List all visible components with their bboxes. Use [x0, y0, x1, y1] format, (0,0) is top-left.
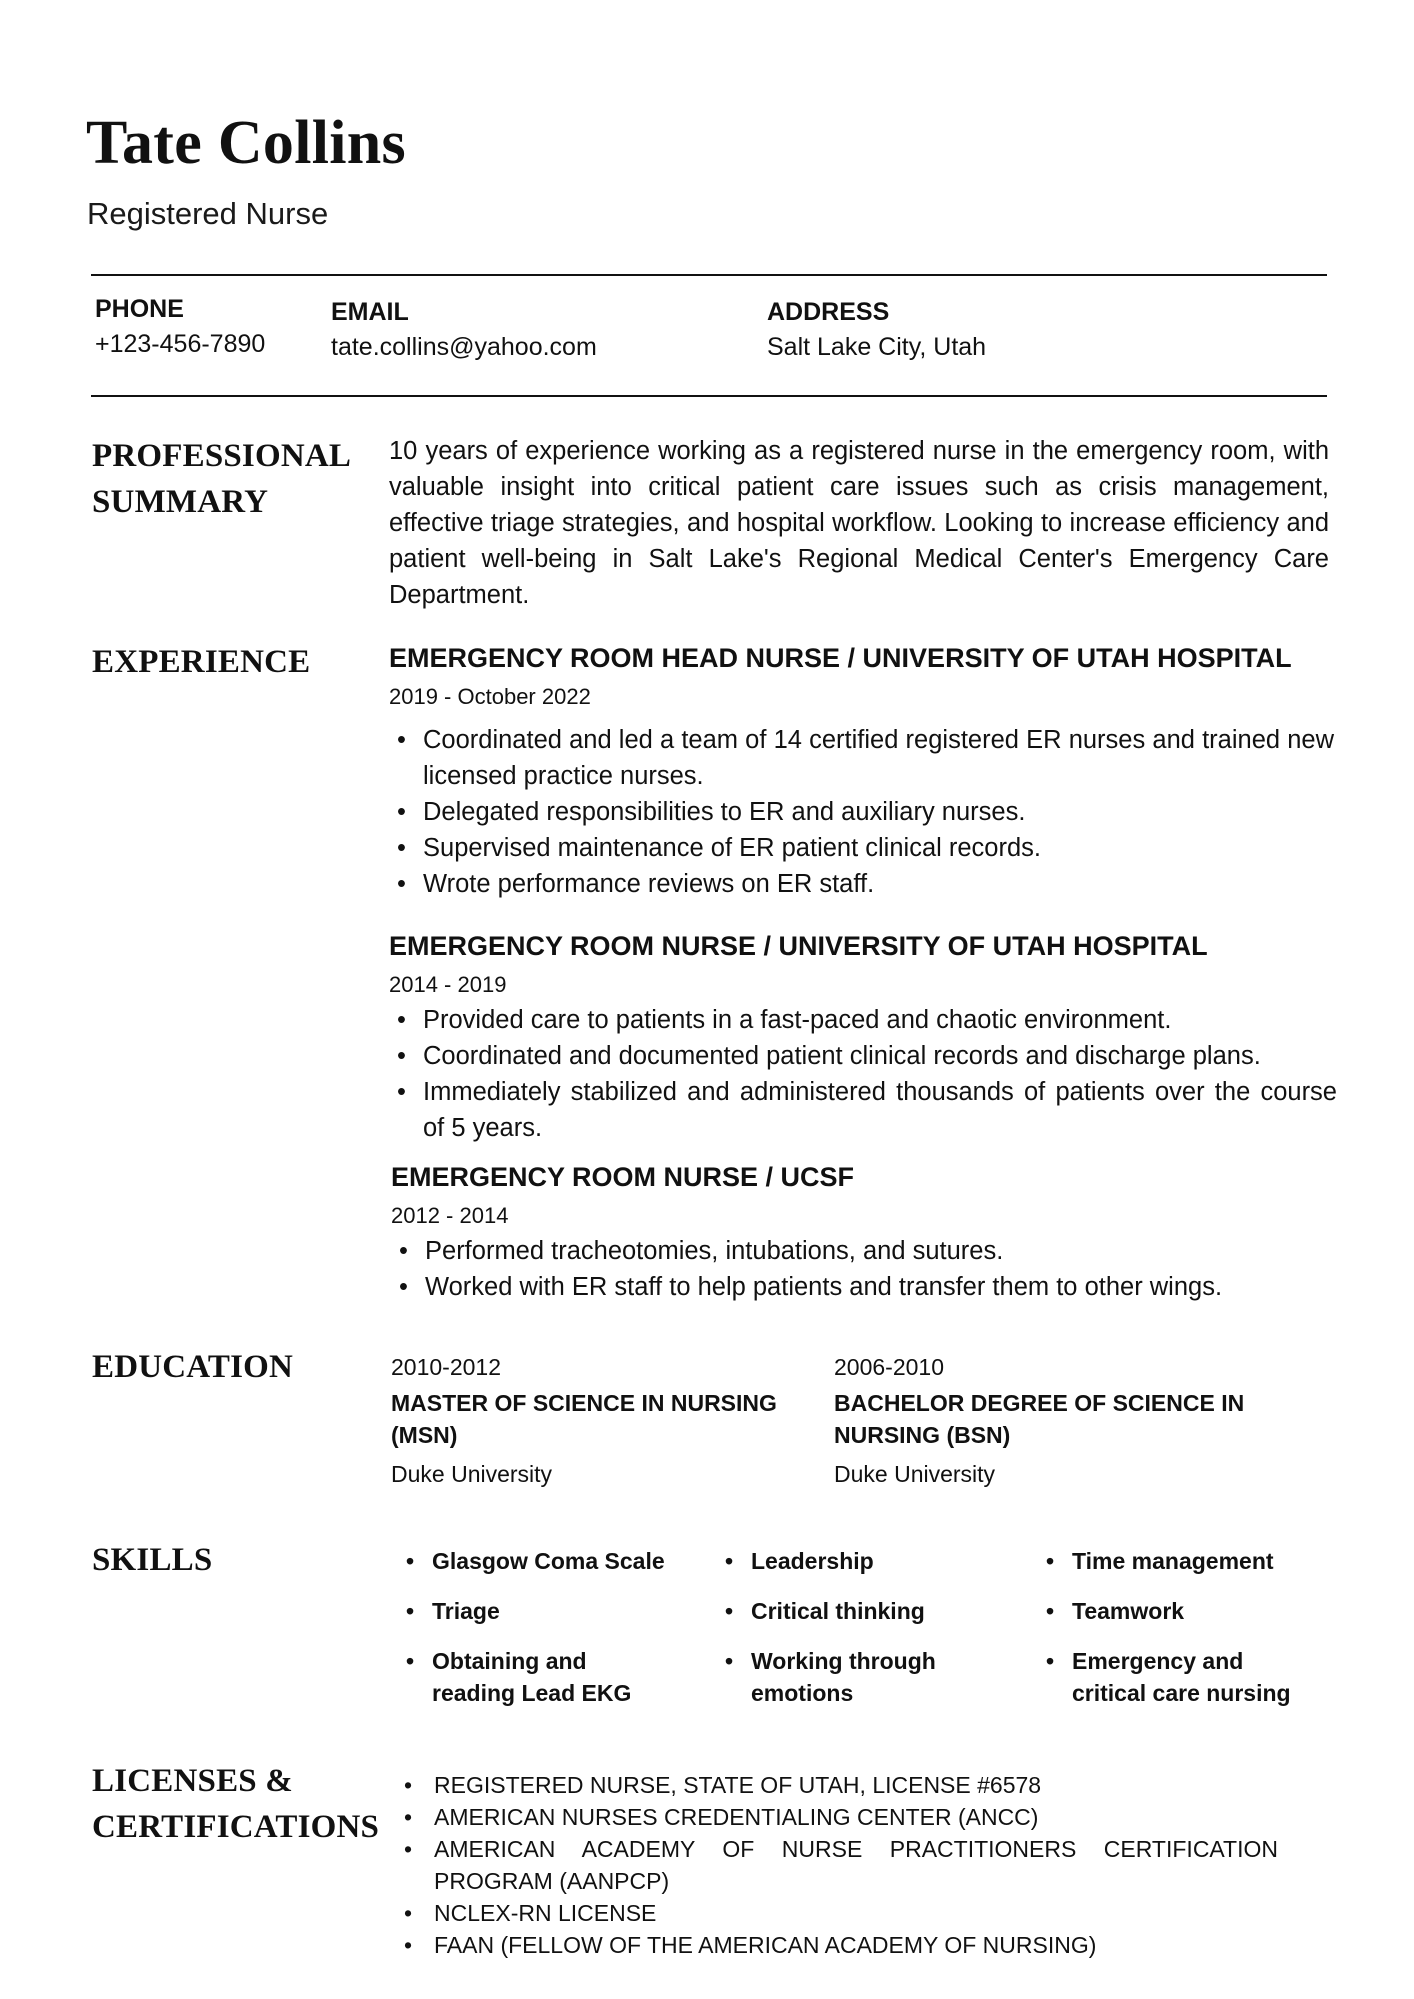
job-dates-2: 2014 - 2019	[389, 972, 507, 997]
skill-item	[1042, 1645, 1291, 1709]
phone-label: PHONE	[95, 295, 184, 323]
skill-text: Time management	[1072, 1548, 1274, 1574]
skill-item	[402, 1595, 500, 1627]
job-dates-1: 2019 - October 2022	[389, 684, 591, 709]
job-dates-3: 2012 - 2014	[391, 1203, 509, 1228]
degree-line: (MSN)	[391, 1422, 458, 1448]
contact-phone	[95, 295, 265, 359]
licenses-heading	[92, 1758, 379, 1850]
bullet-dot: •	[406, 1598, 415, 1624]
job-title-1: EMERGENCY ROOM HEAD NURSE / UNIVERSITY OF UTAH HOSPITAL	[389, 643, 1292, 673]
top-divider	[91, 274, 1327, 276]
job-title: Registered Nurse	[87, 196, 329, 231]
education-item	[834, 1354, 1254, 1488]
list-item: • Delegated responsibilities to ER and auxiliary nurses.	[389, 794, 1334, 830]
list-item: • Coordinated and documented patient clinical records and discharge plans.	[389, 1038, 1337, 1074]
address-label: ADDRESS	[767, 298, 890, 326]
job-bullets-3	[391, 1233, 1336, 1305]
summary-heading-line2: SUMMARY	[92, 484, 269, 520]
job-title-2: EMERGENCY ROOM NURSE / UNIVERSITY OF UTAH HOSPITAL	[389, 931, 1208, 961]
list-item: • Worked with ER staff to help patients and transfer them to other wings.	[391, 1269, 1336, 1305]
bullet-dot: •	[725, 1548, 734, 1574]
summary-heading-line1: PROFESSIONAL	[92, 438, 352, 474]
skill-text: critical care nursing	[1072, 1680, 1291, 1706]
candidate-name: Tate Collins	[86, 109, 406, 177]
list-item: • FAAN (FELLOW OF THE AMERICAN ACADEMY OF NURSING)	[398, 1929, 1278, 1961]
licenses-heading-line2: CERTIFICATIONS	[92, 1809, 380, 1845]
licenses-heading-line1: LICENSES &	[92, 1763, 293, 1799]
list-item: • REGISTERED NURSE, STATE OF UTAH, LICENSE #6578	[398, 1769, 1278, 1801]
job-title-3: EMERGENCY ROOM NURSE / UCSF	[391, 1162, 855, 1192]
list-item: • Immediately stabilized and administered thousands of patients over the course of 5 years.	[389, 1074, 1337, 1146]
education-years: 2010-2012	[391, 1354, 501, 1380]
contact-address	[767, 298, 986, 362]
education-school: Duke University	[834, 1461, 996, 1487]
job-entry	[391, 1162, 1336, 1305]
bullet-dot: •	[406, 1548, 415, 1574]
degree-line: NURSING (BSN)	[834, 1422, 1011, 1448]
skill-item	[1042, 1595, 1184, 1627]
degree-line: MASTER OF SCIENCE IN NURSING	[391, 1390, 777, 1416]
licenses-list	[398, 1769, 1278, 1961]
skill-item	[402, 1545, 665, 1577]
list-item: • NCLEX-RN LICENSE	[398, 1897, 1278, 1929]
bullet-dot: •	[725, 1648, 734, 1674]
address-value: Salt Lake City, Utah	[767, 333, 987, 361]
contact-email	[331, 298, 597, 362]
skill-text: Leadership	[751, 1548, 874, 1574]
experience-heading: EXPERIENCE	[92, 644, 311, 680]
email-label: EMAIL	[331, 298, 409, 326]
skill-text: Working through	[751, 1648, 936, 1674]
job-bullets-1	[389, 722, 1334, 902]
summary-heading	[92, 433, 351, 525]
list-item: • AMERICAN ACADEMY OF NURSE PRACTITIONERS CERTIFICATION PROGRAM (AANPCP)	[398, 1833, 1278, 1897]
education-degree	[391, 1387, 791, 1451]
skill-text: Triage	[432, 1598, 500, 1624]
skill-text: Obtaining and	[432, 1648, 587, 1674]
skill-item	[721, 1545, 874, 1577]
job-bullets-2	[389, 1002, 1337, 1146]
email-value: tate.collins@yahoo.com	[331, 333, 597, 361]
job-entry	[389, 643, 1334, 902]
job-entry	[389, 931, 1337, 1146]
list-item: • AMERICAN NURSES CREDENTIALING CENTER (ANCC)	[398, 1801, 1278, 1833]
bullet-dot: •	[725, 1598, 734, 1624]
skill-item	[1042, 1545, 1274, 1577]
degree-line: BACHELOR DEGREE OF SCIENCE IN	[834, 1390, 1245, 1416]
list-item: • Wrote performance reviews on ER staff.	[389, 866, 1334, 902]
bullet-dot: •	[1046, 1548, 1055, 1574]
skill-item	[721, 1645, 936, 1709]
list-item: • Coordinated and led a team of 14 certified registered ER nurses and trained new licensed practice nurses.	[389, 722, 1334, 794]
list-item: • Provided care to patients in a fast-paced and chaotic environment.	[389, 1002, 1337, 1038]
education-heading: EDUCATION	[92, 1349, 294, 1385]
skills-heading: SKILLS	[92, 1542, 213, 1578]
list-item: • Performed tracheotomies, intubations, and sutures.	[391, 1233, 1336, 1269]
list-item: • Supervised maintenance of ER patient clinical records.	[389, 830, 1334, 866]
bullet-dot: •	[1046, 1598, 1055, 1624]
skill-text: Teamwork	[1072, 1598, 1185, 1624]
skill-item	[402, 1645, 631, 1709]
education-degree	[834, 1387, 1254, 1451]
skill-item	[721, 1595, 925, 1627]
skill-text: Glasgow Coma Scale	[432, 1548, 665, 1574]
education-school: Duke University	[391, 1461, 553, 1487]
summary-text: 10 years of experience working as a registered nurse in the emergency room, with valuable insight into critical patient care issues such as crisis management, effective triage strategies, and hospital workflow. Looking to increase efficiency and patient well-being in Salt Lake's Regional Medical Center's Emergency Care Department.	[389, 437, 1329, 609]
education-item	[391, 1354, 791, 1488]
contact-divider	[91, 395, 1327, 397]
phone-value: +123-456-7890	[95, 330, 266, 358]
skill-text: emotions	[751, 1680, 854, 1706]
bullet-dot: •	[1046, 1648, 1055, 1674]
education-years: 2006-2010	[834, 1354, 944, 1380]
skill-text: Emergency and	[1072, 1648, 1244, 1674]
skill-text: Critical thinking	[751, 1598, 925, 1624]
skill-text: reading Lead EKG	[432, 1680, 632, 1706]
bullet-dot: •	[406, 1648, 415, 1674]
